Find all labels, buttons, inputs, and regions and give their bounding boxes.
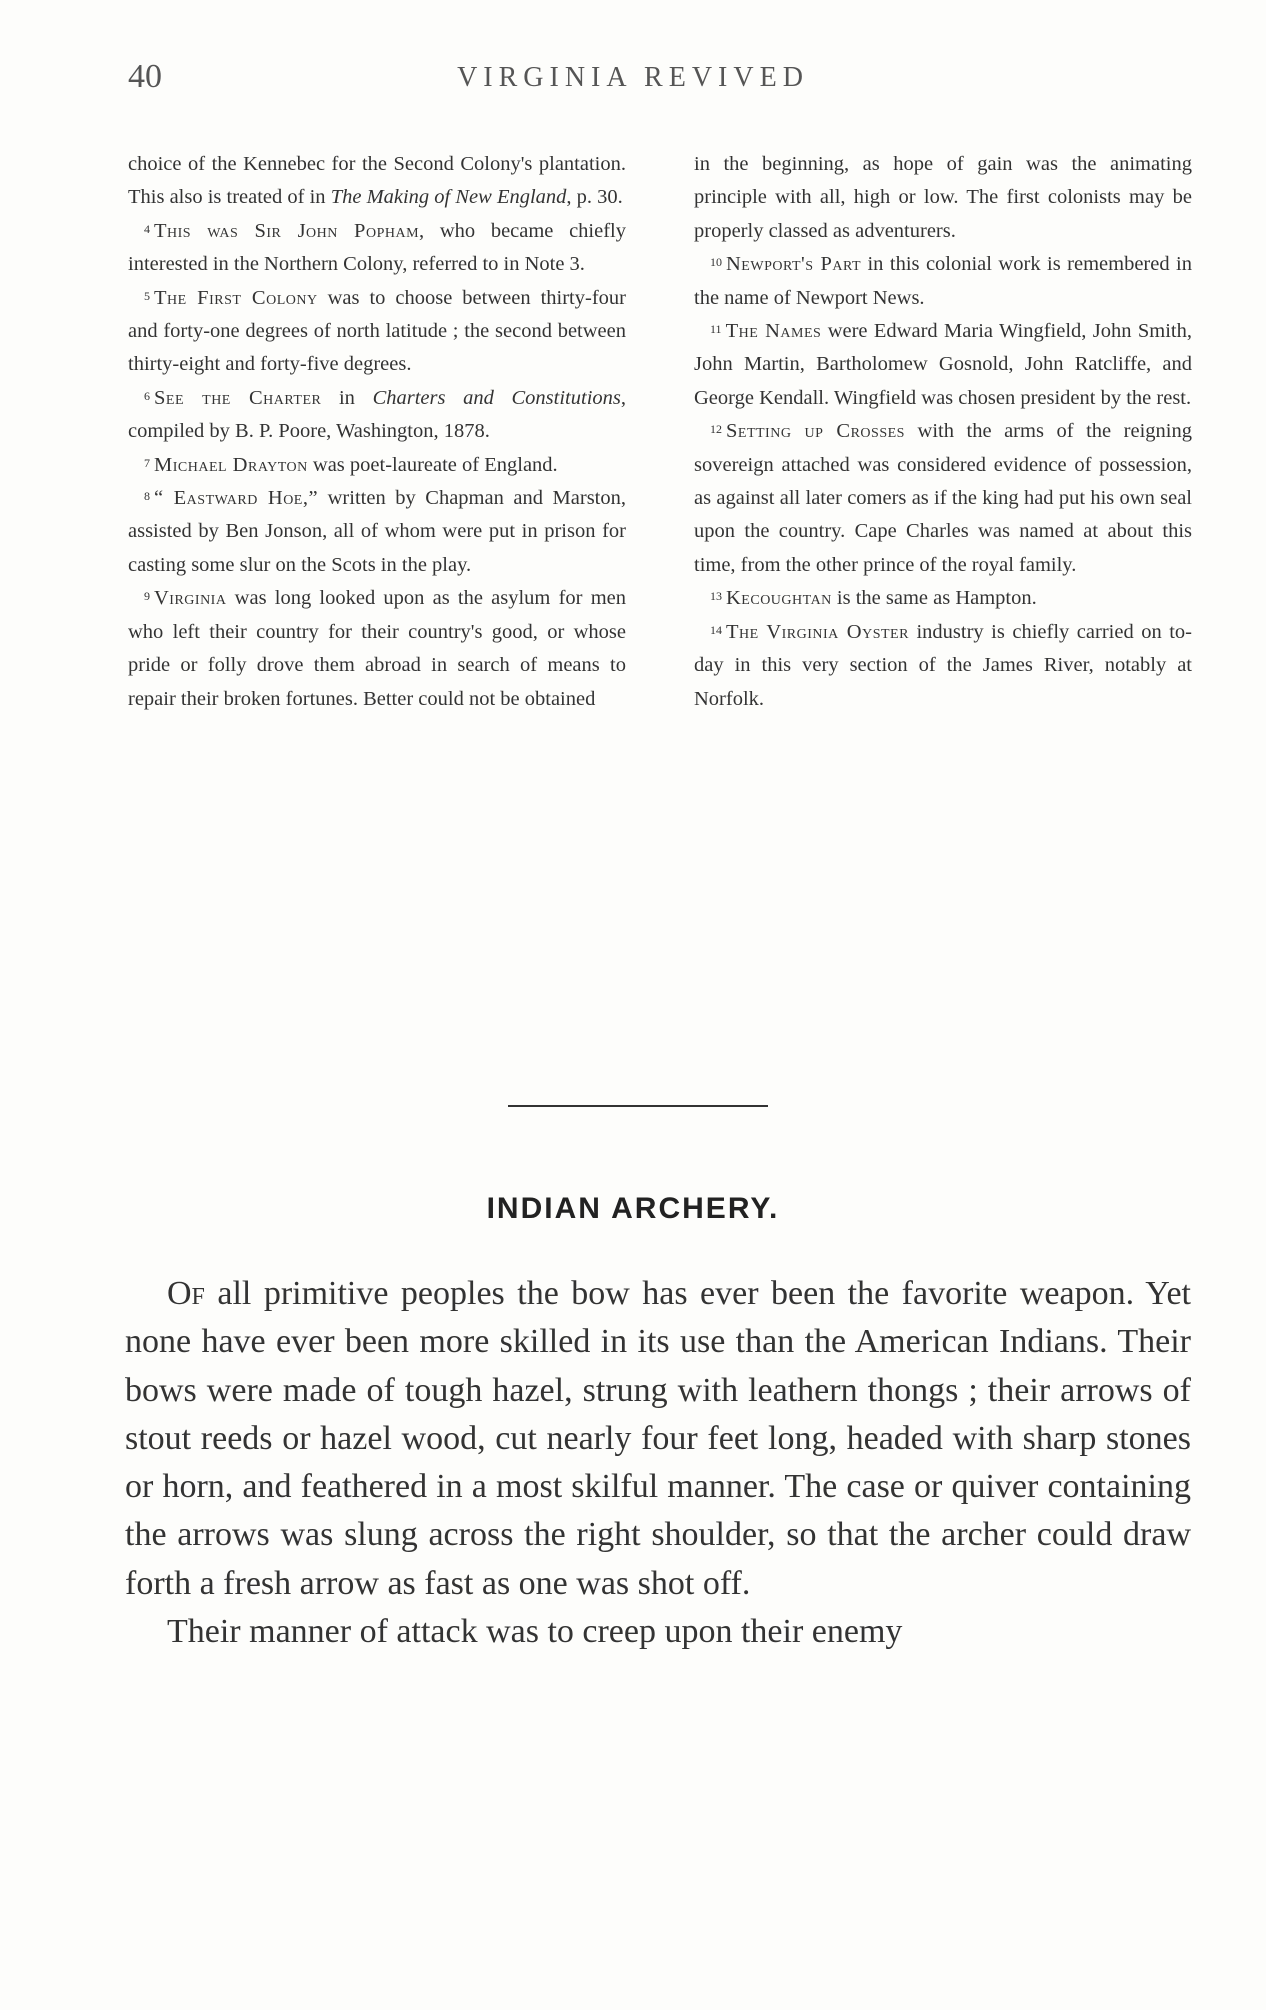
body-paragraph-1: Of all primitive peoples the bow has ever been the favorite weapon. Yet none have ever been more skilled in its use than the American Indians. Their bows were made of tough hazel, strung with leathern thongs ; their arrows of stout reeds or hazel wood, cut nearly four feet long, headed with sharp stones or horn, and feathered in a most skilful manner. The case or quiver containing the arrows was slung across the right shoulder, so that the archer could draw forth a fresh arrow as fast as one was shot off. <box>125 1275 1191 1602</box>
footnotes-right-column <box>694 148 1192 716</box>
footnotes <box>128 148 1192 716</box>
page-number: 40 <box>128 58 162 95</box>
footnote-6: $^6$ See the Charter in Charters and Constitutions, compiled by B. P. Poore, Washington, 1878. <box>128 386 626 443</box>
running-title: VIRGINIA REVIVED <box>457 62 809 93</box>
section-divider <box>508 1105 768 1107</box>
footnote-4: $^4$ This was Sir John Popham, who became chiefly interested in the Northern Colony, referred to in Note 3. <box>128 219 626 276</box>
footnote-10: $^{10}$ Newport's Part in this colonial work is remembered in the name of Newport News. <box>694 253 1192 309</box>
section-title: INDIAN ARCHERY. <box>486 1192 780 1225</box>
page-header <box>0 58 1266 98</box>
body-paragraph-2: Their manner of attack was to creep upon their enemy <box>167 1613 903 1651</box>
footnote-14: $^{14}$ The Virginia Oyster industry is chiefly carried on to-day in this very section of the James River, notably at Norfolk. <box>694 620 1192 710</box>
footnote-5: $^5$ The First Colony was to choose between thirty-four and forty-one degrees of north latitude ; the second between thirty-eight and forty-five degrees. <box>128 286 626 376</box>
footnote-continuation: choice of the Kennebec for the Second Colony's plantation. This also is treated of in The Making of New England, p. 30. <box>128 153 626 209</box>
footnote-9: $^9$ Virginia was long looked upon as the asylum for men who left their country for their country's good, or whose pride or folly drove them abroad in search of means to repair their broken fortunes. Better could not be obtained <box>128 587 626 710</box>
footnotes-left-column <box>128 148 626 716</box>
footnote-11: $^{11}$ The Names were Edward Maria Wingfield, John Smith, John Martin, Bartholomew Gosnold, John Ratcliffe, and George Kendall. Wingfield was chosen president by the rest. <box>694 320 1192 409</box>
footnote-13: $^{13}$ Kecoughtan is the same as Hampton. <box>710 587 1037 610</box>
footnote-7: $^7$ Michael Drayton was poet-laureate of England. <box>144 453 558 476</box>
footnote-12: $^{12}$ Setting up Crosses with the arms of the reigning sovereign attached was considered evidence of possession, as against all later comers as if the king had put his own seal upon the country. Cape Charles was named at about this time, from the other prince of the royal family. <box>694 420 1193 576</box>
footnote-9-continuation: in the beginning, as hope of gain was the animating principle with all, high or low. The first colonists may be properly classed as adventurers. <box>694 153 1192 242</box>
section-body <box>125 1270 1191 1656</box>
footnote-8: $^8$ “ Eastward Hoe,” written by Chapman and Marston, assisted by Ben Jonson, all of whom were put in prison for casting some slur on the Scots in the play. <box>128 487 626 576</box>
